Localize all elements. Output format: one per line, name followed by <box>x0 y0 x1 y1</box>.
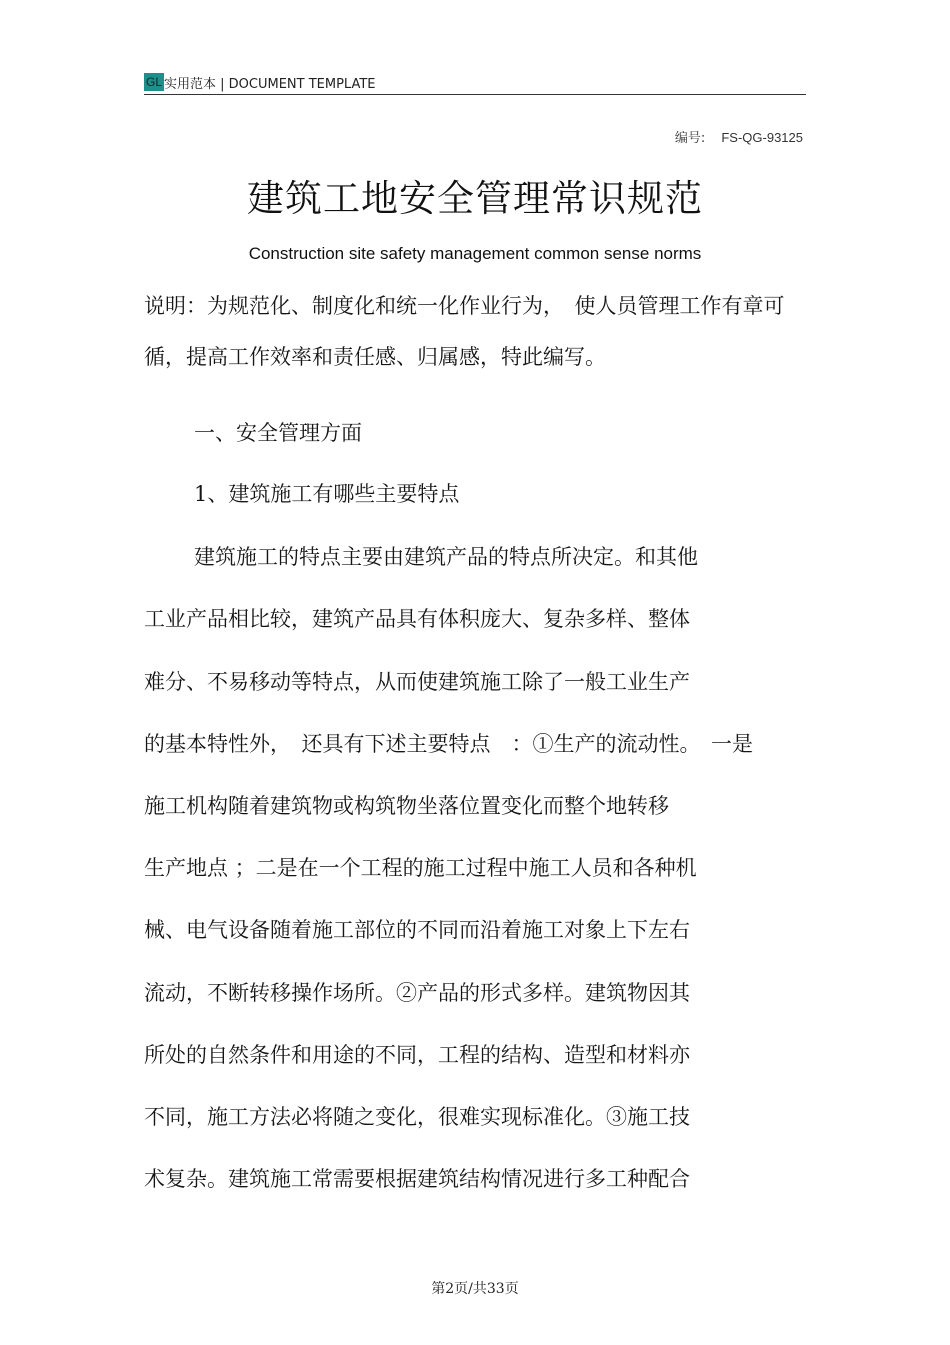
paragraph-line: 所处的自然条件和用途的不同，工程的结构、造型和材料亦 <box>144 1043 690 1067</box>
document-header <box>144 70 806 95</box>
paragraph-line: 不同，施工方法必将随之变化，很难实现标准化。③施工技 <box>144 1105 690 1129</box>
page-number: 第2页/共33页 <box>431 1281 519 1297</box>
paragraph-line: 的基本特性外， 还具有下述主要特点 ：①生产的流动性。 一是 <box>144 732 753 756</box>
paragraph-line: 生产地点 ；二是在一个工程的施工过程中施工人员和各种机 <box>144 856 697 880</box>
section-heading: 一、安全管理方面 <box>194 421 362 445</box>
subsection-heading: 1、建筑施工有哪些主要特点 <box>194 482 460 506</box>
paragraph-line: 说明：为规范化、制度化和统一化作业行为， 使人员管理工作有章可 <box>144 294 785 318</box>
document-number <box>675 127 803 146</box>
page-subtitle: Construction site safety management common sense norms <box>248 244 702 263</box>
paragraph-line: 施工机构随着建筑物或构筑物坐落位置变化而整个地转移 <box>144 794 669 818</box>
document-number-value: FS-QG-93125 <box>721 130 803 145</box>
header-label: 实用范本 | DOCUMENT TEMPLATE <box>164 76 376 92</box>
paragraph-line: 循，提高工作效率和责任感、归属感，特此编写。 <box>144 345 606 369</box>
paragraph-line: 建筑施工的特点主要由建筑产品的特点所决定。和其他 <box>194 545 698 569</box>
paragraph-line: 流动，不断转移操作场所。②产品的形式多样。建筑物因其 <box>144 981 690 1005</box>
paragraph-line: 工业产品相比较，建筑产品具有体积庞大、复杂多样、整体 <box>144 607 690 631</box>
logo: GL <box>146 75 163 89</box>
document-number-label: 编号: <box>674 131 706 146</box>
page-title: 建筑工地安全管理常识规范 <box>247 177 703 220</box>
paragraph-line: 难分、不易移动等特点，从而使建筑施工除了一般工业生产 <box>144 670 690 694</box>
paragraph-line: 械、电气设备随着施工部位的不同而沿着施工对象上下左右 <box>144 918 690 942</box>
paragraph-line: 术复杂。建筑施工常需要根据建筑结构情况进行多工种配合 <box>144 1167 690 1191</box>
